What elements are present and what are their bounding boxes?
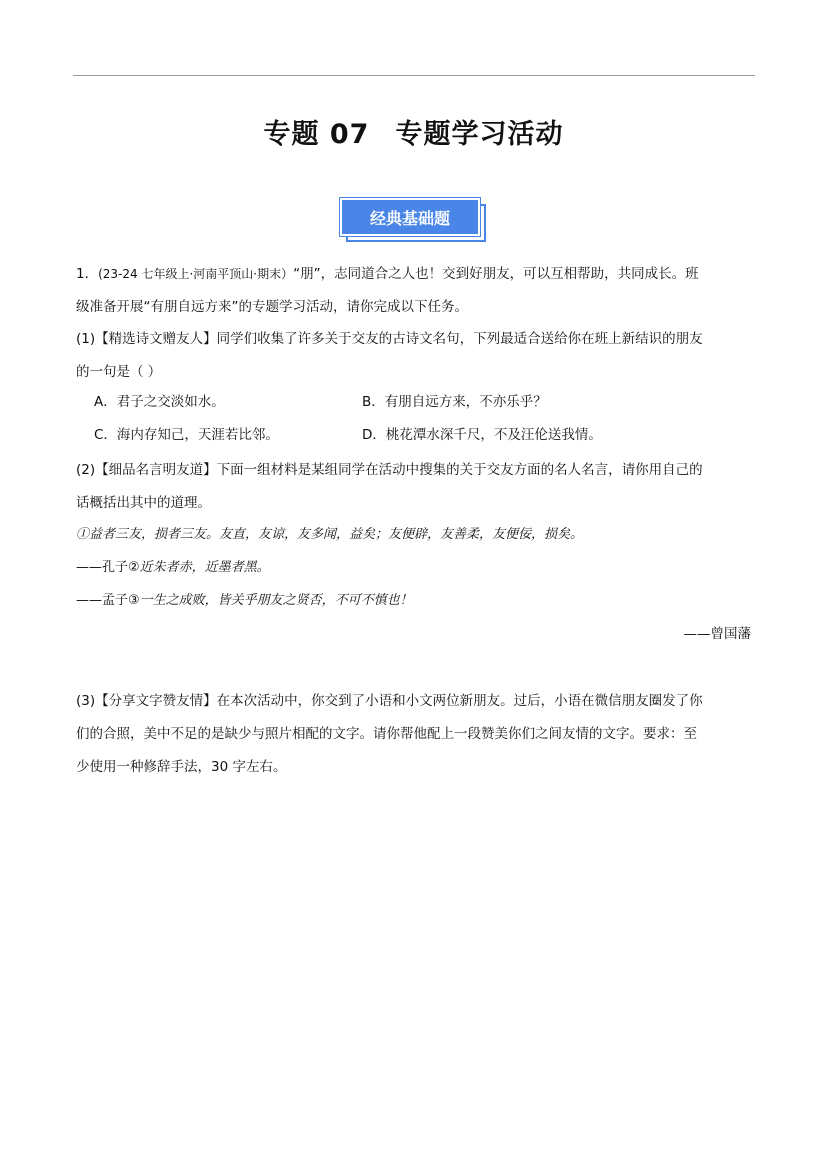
subquestion-3-line-2: 们的合照，美中不足的是缺少与照片相配的文字。请你帮他配上一段赞美你们之间友情的文字。要求：至 xyxy=(76,726,697,742)
subquestion-3 xyxy=(76,685,752,784)
question-1-text-1: “朋”，志同道合之人也！交到好朋友，可以互相帮助，共同成长。班 xyxy=(293,266,699,282)
badge-label: 经典基础题 xyxy=(340,198,480,236)
option-a: A．君子之交淡如水。 xyxy=(94,394,225,410)
subquestion-3-line-1: (3)【分享文字赞友情】在本次活动中，你交到了小语和小文两位新朋友。过后，小语在微信朋友圈发了你 xyxy=(76,693,703,709)
title-topic-name: 专题学习活动 xyxy=(395,119,564,150)
question-source: (23-24 七年级上·河南平顶山·期末） xyxy=(98,267,294,281)
option-c: C．海内存知己，天涯若比邻。 xyxy=(94,427,279,443)
subquestion-1-line-2: 的一句是（ ） xyxy=(76,364,162,380)
subquestion-2-line-1: (2)【细品名言明友道】下面一组材料是某组同学在活动中搜集的关于交友方面的名人名言，请你用自己的 xyxy=(76,462,703,478)
subquestion-3-line-3: 少使用一种修辞手法，30 字左右。 xyxy=(76,759,287,775)
option-b: B．有朋自远方来，不亦乐乎？ xyxy=(362,394,547,410)
question-1-stem xyxy=(76,258,752,324)
section-badge xyxy=(340,198,488,244)
question-1-line-1 xyxy=(76,258,752,291)
subquestion-2 xyxy=(76,454,752,520)
question-number: 1． xyxy=(76,266,99,282)
subquestion-1-line-1: (1)【精选诗文赠友人】同学们收集了许多关于交友的古诗文名句，下列最适合送给你在班上新结识的朋友 xyxy=(76,331,703,347)
quote-1: ①益者三友，损者三友。友直，友谅，友多闻，益矣；友便辟，友善柔，友便佞，损矣。 xyxy=(76,527,584,542)
question-1-line-2: 级准备开展“有朋自远方来”的专题学习活动，请你完成以下任务。 xyxy=(76,299,468,315)
title-topic-number: 专题 07 xyxy=(263,119,370,150)
quote-3-prefix: ——孟子③ xyxy=(76,593,140,608)
header-rule xyxy=(73,75,755,76)
quote-2-prefix: ——孔子② xyxy=(76,560,140,575)
option-d: D．桃花潭水深千尺，不及汪伦送我情。 xyxy=(362,427,602,443)
quote-3-text: 一生之成败，皆关乎朋友之贤否，不可不慎也！ xyxy=(139,593,413,608)
subquestion-2-line-2: 话概括出其中的道理。 xyxy=(76,495,211,511)
subquestion-1 xyxy=(76,323,752,389)
quote-3 xyxy=(76,591,413,611)
quote-2-text: 近朱者赤，近墨者黑。 xyxy=(139,560,270,575)
quote-attribution: ——曾国藩 xyxy=(683,626,751,642)
page-title xyxy=(0,112,827,151)
quote-2 xyxy=(76,558,270,578)
